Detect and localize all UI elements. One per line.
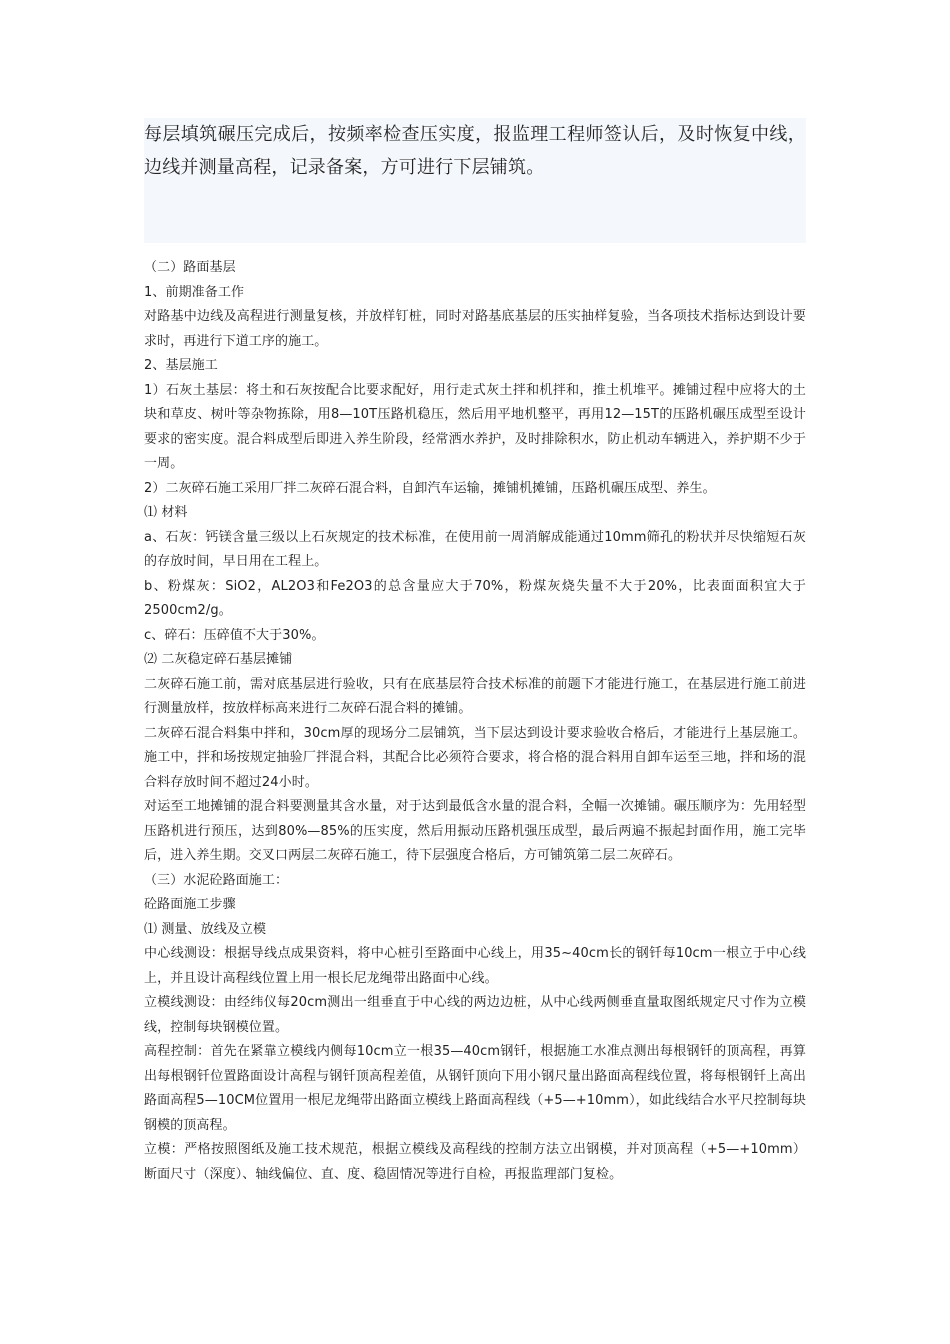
paragraph: 2）二灰碎石施工采用厂拌二灰碎石混合料，自卸汽车运输，摊铺机摊铺，压路机碾压成型、养生。 xyxy=(144,480,716,496)
document-body xyxy=(144,256,806,1187)
paragraph: 中心线测设：根据导线点成果资料，将中心桩引至路面中心线上，用35~40cm长的钢钎每10cm一根立于中心线上，并且设计高程线位置上用一根长尼龙绳带出路面中心线。 xyxy=(144,946,806,986)
subheading-survey-formwork: ⑴ 测量、放线及立模 xyxy=(144,921,267,937)
paragraph: c、碎石：压碎值不大于30%。 xyxy=(144,627,325,643)
paragraph: 二灰碎石施工前，需对底基层进行验收，只有在底基层符合技术标准的前题下才能进行施工，在基层进行施工前进行测量放样，按放样标高来进行二灰碎石混合料的摊铺。 xyxy=(144,676,806,716)
paragraph: a、石灰：钙镁含量三级以上石灰规定的技术标准，在使用前一周消解成能通过10mm筛孔的粉状并尽快缩短石灰的存放时间，早日用在工程上。 xyxy=(144,529,806,569)
section-heading-concrete-pavement: （三）水泥砼路面施工： xyxy=(144,872,289,888)
subheading-materials: ⑴ 材料 xyxy=(144,505,188,520)
paragraph: 对运至工地摊铺的混合料要测量其含水量，对于达到最低含水量的混合料，全幅一次摊铺。碾压顺序为：先用轻型压路机进行预压，达到80%—85%的压实度，然后用振动压路机强压成型，最后两遍不振起封面作用，施工完毕后，进入养生期。交叉口两层二灰碎石施工，待下层强度合格后，方可铺筑第二层二灰碎石。 xyxy=(144,799,806,863)
section-heading-pavement-base: （二）路面基层 xyxy=(144,260,236,275)
paragraph: 二灰碎石混合料集中拌和，30cm厚的现场分二层铺筑，当下层达到设计要求验收合格后，才能进行上基层施工。施工中，拌和场按规定抽验厂拌混合料，其配合比必须符合要求，将合格的混合料用自卸车运至三地，拌和场的混合料存放时间不超过24小时。 xyxy=(144,725,806,790)
paragraph: 立模：严格按照图纸及施工技术规范，根据立模线及高程线的控制方法立出钢模，并对顶高程（+5—+10mm）断面尺寸（深度）、轴线偏位、直、度、稳固情况等进行自检，再报监理部门复检。 xyxy=(144,1142,806,1182)
subheading-base-construction: 2、基层施工 xyxy=(144,358,218,373)
subheading-base-paving: ⑵ 二灰稳定碎石基层摊铺 xyxy=(144,652,293,667)
highlighted-callout xyxy=(144,118,806,243)
subheading-concrete-steps: 砼路面施工步骤 xyxy=(144,897,236,912)
paragraph: 1）石灰土基层：将土和石灰按配合比要求配好，用行走式灰土拌和机拌和，推土机堆平。摊铺过程中应将大的土块和草皮、树叶等杂物拣除，用8—10T压路机稳压，然后用平地机整平，再用12—15T的压路机碾压成型至设计要求的密实度。混合料成型后即进入养生阶段，经常洒水养护，及时排除积水，防止机动车辆进入，养护期不少于一周。 xyxy=(144,382,806,471)
paragraph: 对路基中边线及高程进行测量复核，并放样钉桩，同时对路基底基层的压实抽样复验，当各项技术指标达到设计要求时，再进行下道工序的施工。 xyxy=(144,309,806,349)
paragraph: b、粉煤灰：SiO2，AL2O3和Fe2O3的总含量应大于70%，粉煤灰烧失量不大于20%，比表面面积宜大于2500cm2/g。 xyxy=(144,578,806,618)
subheading-preparation: 1、前期准备工作 xyxy=(144,284,245,300)
callout-text: 每层填筑碾压完成后，按频率检查压实度，报监理工程师签认后，及时恢复中线，边线并测量高程，记录备案，方可进行下层铺筑。 xyxy=(144,124,806,178)
paragraph: 高程控制：首先在紧靠立模线内侧每10cm立一根35—40cm钢钎，根据施工水准点测出每根钢钎的顶高程，再算出每根钢钎位置路面设计高程与钢钎顶高程差值，从钢钎顶向下用小钢尺量出路面高程线位置，将每根钢钎上高出路面高程5—10CM位置用一根尼龙绳带出路面立模线上路面高程线（+5—+10mm），如此线结合水平尺控制每块钢模的顶高程。 xyxy=(144,1044,806,1133)
paragraph: 立模线测设：由经纬仪每20cm测出一组垂直于中心线的两边边桩，从中心线两侧垂直量取图纸规定尺寸作为立模线，控制每块钢模位置。 xyxy=(144,995,806,1035)
